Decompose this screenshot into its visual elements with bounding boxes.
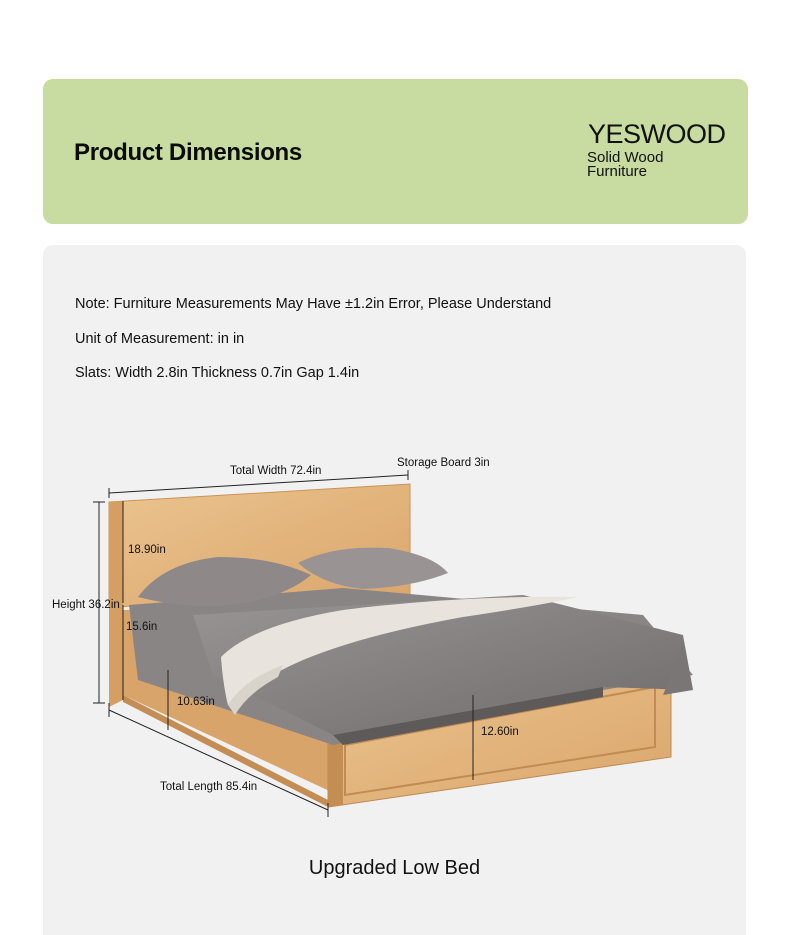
page-title: Product Dimensions — [74, 139, 302, 166]
frame-height-label: 10.63in — [177, 696, 215, 708]
tagline-line-1: Solid Wood — [587, 149, 664, 166]
slats-note: Slats: Width 2.8in Thickness 0.7in Gap 1.4in — [75, 365, 360, 381]
tagline-line-2: Furniture — [587, 163, 648, 180]
unit-note: Unit of Measurement: in in — [75, 331, 245, 347]
total-length-label: Total Length 85.4in — [160, 781, 258, 793]
error-note: Note: Furniture Measurements May Have ±1.2in Error, Please Understand — [75, 296, 552, 312]
headboard-height-label: 18.90in — [128, 544, 166, 556]
total-height-label: Height 36.2in — [52, 599, 120, 611]
product-caption: Upgraded Low Bed — [308, 857, 481, 879]
brand-logo: YESWOOD — [588, 119, 726, 149]
storage-board-label: Storage Board 3in — [397, 457, 490, 469]
header-banner — [43, 79, 748, 224]
total-width-label: Total Width 72.4in — [230, 465, 322, 477]
dimensions-panel — [43, 245, 746, 935]
footboard-height-label: 12.60in — [481, 726, 519, 738]
bed-dimension-diagram — [43, 445, 746, 845]
brand-tagline — [587, 151, 697, 179]
side-height-label: 15.6in — [126, 621, 158, 633]
